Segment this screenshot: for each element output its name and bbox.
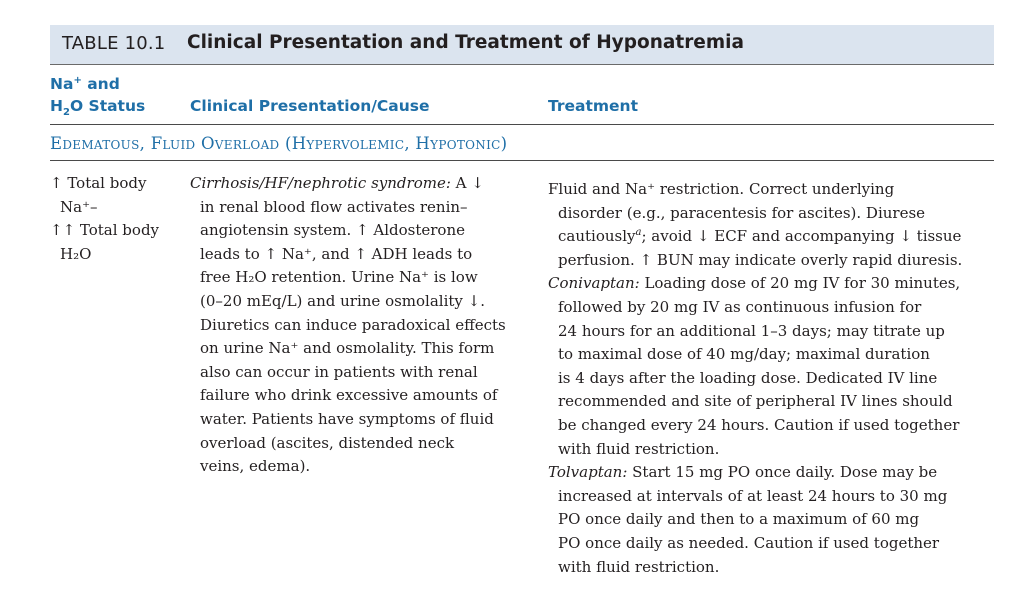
cause-line: failure who drink excessive amounts of xyxy=(200,386,498,405)
cause-line: water. Patients have symptoms of fluid xyxy=(200,409,494,428)
cause-line: on urine Na⁺ and osmolality. This form xyxy=(200,339,495,358)
cause-line: A ↓ xyxy=(450,174,484,192)
tolvaptan-label: Tolvaptan: xyxy=(548,463,628,482)
status-line: ↑↑ Total body xyxy=(50,221,160,240)
table-number: TABLE 10.1 xyxy=(62,33,166,54)
cause-line: overload (ascites, distended neck xyxy=(200,433,455,452)
treatment-line: Start 15 mg PO once daily. Dose may be xyxy=(627,463,938,482)
treatment-line: perfusion. ↑ BUN may indicate overly rapid diuresis. xyxy=(558,250,963,269)
treatment-line: with fluid restriction. xyxy=(558,439,720,458)
cause-line: leads to ↑ Na⁺, and ↑ ADH leads to xyxy=(200,244,473,263)
cause-line: Diuretics can induce paradoxical effects xyxy=(200,315,506,334)
treatment-line: be changed every 24 hours. Caution if used together xyxy=(558,415,960,434)
cause-line: (0–20 mEq/L) and urine osmolality ↓. xyxy=(200,291,485,310)
table-title-bar xyxy=(50,25,994,65)
status-line: ↑ Total body xyxy=(50,174,147,192)
cause-line: in renal blood flow activates renin– xyxy=(200,197,468,216)
column-header-status: Na+ and $H_2O$ Status xyxy=(50,74,146,119)
treatment-line: increased at intervals of at least 24 hours to 30 mg xyxy=(558,486,948,505)
status-cell xyxy=(50,172,185,266)
treatment-line: Loading dose of 20 mg IV for 30 minutes, xyxy=(639,274,961,293)
treatment-line: is 4 days after the loading dose. Dedicated IV line xyxy=(558,368,938,387)
treatment-line: with fluid restriction. xyxy=(558,557,720,576)
treatment-line: disorder (e.g., paracentesis for ascites). Diurese xyxy=(558,203,926,222)
status-line: H₂O xyxy=(60,244,92,263)
treatment-line: cautiously$^a$; avoid ↓ ECF and accompanying ↓ tissue xyxy=(558,227,962,246)
treatment-line: Fluid and Na⁺ restriction. Correct underlying xyxy=(548,180,895,198)
column-header-cause: Clinical Presentation/Cause xyxy=(190,97,430,115)
column-header-treatment: Treatment xyxy=(548,97,639,115)
treatment-cell xyxy=(548,178,998,579)
section-title: Edematous, Fluid Overload (Hypervolemic, Hypotonic) xyxy=(50,134,508,153)
treatment-line: recommended and site of peripheral IV lines should xyxy=(558,392,953,411)
status-line: Na⁺– xyxy=(60,197,98,216)
cause-line: veins, edema). xyxy=(200,457,311,476)
treatment-line: to maximal dose of 40 mg/day; maximal duration xyxy=(558,345,930,364)
header-rule xyxy=(50,124,994,125)
treatment-line: PO once daily as needed. Caution if used together xyxy=(558,533,940,552)
treatment-line: PO once daily and then to a maximum of 60 mg xyxy=(558,510,920,529)
cause-line: also can occur in patients with renal xyxy=(200,362,478,381)
treatment-line: followed by 20 mg IV as continuous infusion for xyxy=(558,297,922,316)
conivaptan-label: Conivaptan: xyxy=(548,274,640,293)
treatment-line: 24 hours for an additional 1–3 days; may titrate up xyxy=(558,321,945,340)
table-title: Clinical Presentation and Treatment of Hyponatremia xyxy=(187,32,744,53)
section-rule xyxy=(50,160,994,161)
cause-lead: Cirrhosis/HF/nephrotic syndrome: xyxy=(190,174,451,192)
cause-line: angiotensin system. ↑ Aldosterone xyxy=(200,221,465,240)
cause-cell xyxy=(190,172,542,479)
cause-line: free H₂O retention. Urine Na⁺ is low xyxy=(200,268,478,287)
